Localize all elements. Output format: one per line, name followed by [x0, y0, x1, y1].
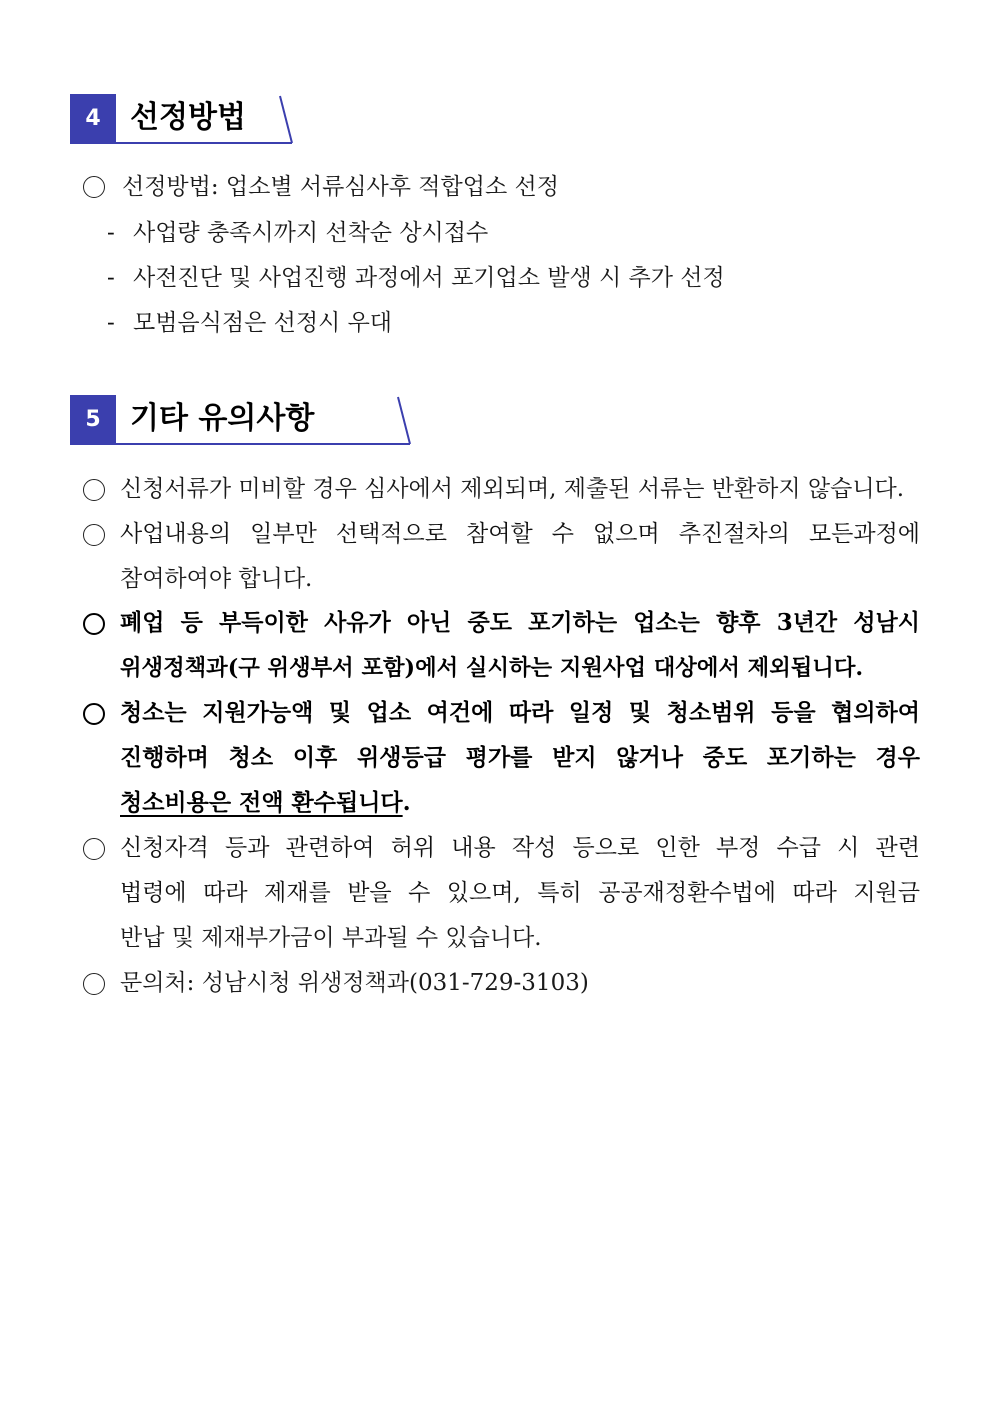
section-4-item: 사업량 충족시까지 선착순 상시접수: [133, 220, 489, 246]
dash-icon: -: [107, 265, 115, 291]
dash-icon: -: [107, 310, 115, 336]
notice-paragraph-4-line-1: 청소는 지원가능액 및 업소 여건에 따라 일정 및 청소범위 등을 협의하여: [120, 699, 920, 726]
dash-icon: -: [107, 220, 115, 246]
notice-paragraph-4-line-2: 진행하며 청소 이후 위생등급 평가를 받지 않거나 중도 포기하는 경우: [120, 744, 920, 771]
notice-paragraph-3-line-1: 폐업 등 부득이한 사유가 아닌 중도 포기하는 업소는 향후 3년간 성남시: [120, 609, 920, 636]
section-4-item: 모범음식점은 선정시 우대: [133, 310, 393, 336]
contact-info: 문의처: 성남시청 위생정책과(031-729-3103): [120, 970, 589, 996]
notice-paragraph-2-line-1: 사업내용의 일부만 선택적으로 참여할 수 없으며 추진절차의 모든과정에: [120, 521, 920, 547]
section-4-number: 4: [70, 94, 116, 144]
section-5-title: 기타 유의사항: [130, 401, 315, 436]
paragraph-bullet-icon: [83, 479, 105, 501]
notice-paragraph-5-line-1: 신청자격 등과 관련하여 허위 내용 작성 등으로 인한 부정 수급 시 관련: [120, 835, 920, 861]
notice-paragraph-5-line-3: 반납 및 제재부가금이 부과될 수 있습니다.: [120, 925, 542, 951]
paragraph-bullet-icon: [83, 838, 105, 860]
paragraph-bullet-icon: [83, 524, 105, 546]
section-5-number: 5: [70, 395, 116, 445]
section-5-header: [70, 395, 415, 445]
notice-paragraph-2-line-2: 참여하여야 합니다.: [120, 566, 313, 592]
section-5-title-underline: [116, 395, 416, 447]
section-4-title-underline: [116, 94, 296, 146]
notice-paragraph-1: 신청서류가 미비할 경우 심사에서 제외되며, 제출된 서류는 반환하지 않습니다.: [120, 476, 905, 502]
section-4-item: 사전진단 및 사업진행 과정에서 포기업소 발생 시 추가 선정: [133, 265, 725, 291]
paragraph-bullet-icon: [83, 703, 105, 725]
paragraph-bullet-icon: [83, 973, 105, 995]
refund-notice-period: .: [402, 789, 411, 816]
paragraph-bullet-icon: [83, 613, 105, 635]
notice-paragraph-4-line-3: [120, 788, 411, 818]
section-4-title: 선정방법: [130, 100, 246, 135]
section-4-bullet-text: 선정방법: 업소별 서류심사후 적합업소 선정: [122, 174, 559, 200]
notice-paragraph-3-line-2: 위생정책과(구 위생부서 포함)에서 실시하는 지원사업 대상에서 제외됩니다.: [120, 655, 864, 681]
notice-paragraph-5-line-2: 법령에 따라 제재를 받을 수 있으며, 특히 공공재정환수법에 따라 지원금: [120, 880, 920, 906]
section-4-header: [70, 94, 300, 144]
section-4-bullet-icon: [83, 176, 105, 198]
refund-notice-underlined: 청소비용은 전액 환수됩니다: [120, 789, 403, 816]
